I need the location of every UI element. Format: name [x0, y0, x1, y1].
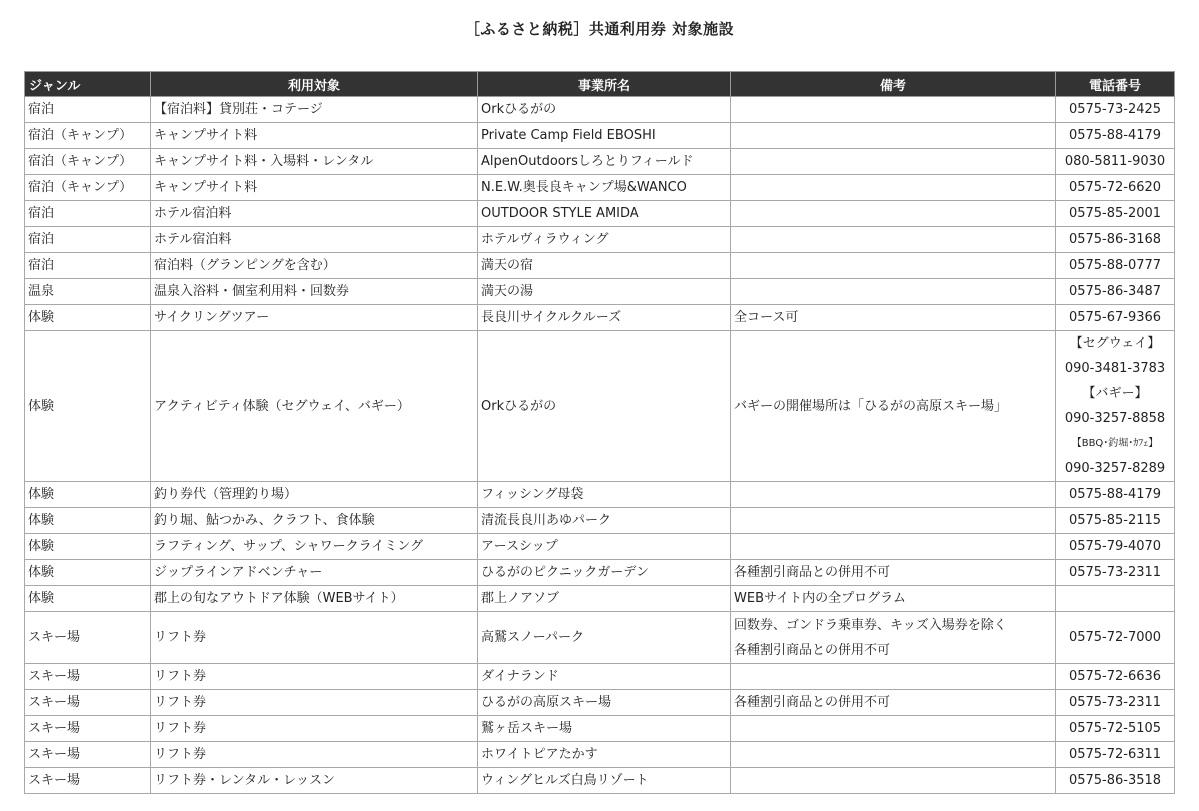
table-row	[25, 123, 1175, 149]
genre-cell: 体験	[25, 305, 151, 331]
target-cell: ラフティング、サップ、シャワークライミング	[151, 534, 478, 560]
facility-cell: アースシップ	[478, 534, 731, 560]
table-row	[25, 227, 1175, 253]
target-cell: リフト券	[151, 742, 478, 768]
note-cell	[731, 253, 1056, 279]
note-cell	[731, 768, 1056, 794]
note-cell	[731, 742, 1056, 768]
tel-number-segway: 090-3481-3783	[1064, 361, 1166, 376]
tel-cell: 0575-88-4179	[1056, 123, 1175, 149]
facility-cell: 清流長良川あゆパーク	[478, 508, 731, 534]
table-row	[25, 664, 1175, 690]
facility-cell: AlpenOutdoorsしろとりフィールド	[478, 149, 731, 175]
tel-label-buggy: 【バギー】	[1082, 386, 1148, 401]
table-row	[25, 768, 1175, 794]
facility-cell: ひるがのピクニックガーデン	[478, 560, 731, 586]
facility-cell: 満天の宿	[478, 253, 731, 279]
note-line: 回数券、ゴンドラ乗車券、キッズ入場券を除く	[734, 617, 1007, 633]
facility-cell: ひるがの高原スキー場	[478, 690, 731, 716]
target-cell: キャンプサイト料	[151, 175, 478, 201]
header-tel: 電話番号	[1056, 72, 1175, 97]
note-cell	[731, 227, 1056, 253]
header-note: 備考	[731, 72, 1056, 97]
target-cell: 釣り券代（管理釣り場）	[151, 482, 478, 508]
table-row	[25, 305, 1175, 331]
facility-cell: Orkひるがの	[478, 97, 731, 123]
genre-cell: 体験	[25, 560, 151, 586]
note-cell	[731, 201, 1056, 227]
facility-cell: ダイナランド	[478, 664, 731, 690]
facility-cell: 高鷲スノーパーク	[478, 612, 731, 664]
genre-cell: 体験	[25, 508, 151, 534]
tel-cell: 0575-72-7000	[1056, 612, 1175, 664]
tel-cell: 0575-72-6311	[1056, 742, 1175, 768]
target-cell: リフト券	[151, 612, 478, 664]
genre-cell: スキー場	[25, 716, 151, 742]
genre-cell: 温泉	[25, 279, 151, 305]
note-cell	[731, 664, 1056, 690]
tel-cell: 0575-85-2115	[1056, 508, 1175, 534]
note-cell: 各種割引商品との併用不可	[731, 560, 1056, 586]
tel-cell: 0575-73-2311	[1056, 560, 1175, 586]
tel-cell: 0575-86-3518	[1056, 768, 1175, 794]
tel-cell	[1056, 586, 1175, 612]
facility-cell: 満天の湯	[478, 279, 731, 305]
target-cell: リフト券・レンタル・レッスン	[151, 768, 478, 794]
facility-cell: ウィングヒルズ白鳥リゾート	[478, 768, 731, 794]
tel-label-segway: 【セグウェイ】	[1069, 336, 1161, 351]
facility-cell: ホテルヴィラウィング	[478, 227, 731, 253]
tel-cell: 0575-79-4070	[1056, 534, 1175, 560]
facility-cell: 郡上ノアソブ	[478, 586, 731, 612]
table-row	[25, 612, 1175, 664]
tel-cell: 0575-88-0777	[1056, 253, 1175, 279]
note-cell	[731, 149, 1056, 175]
tel-cell	[1056, 331, 1175, 482]
tel-label-bbq: 【BBQ･釣堀･ｶﾌｪ】	[1071, 438, 1159, 449]
page-title: ［ふるさと納税］共通利用券 対象施設	[464, 20, 735, 38]
facility-cell: フィッシング母袋	[478, 482, 731, 508]
note-cell: 各種割引商品との併用不可	[731, 690, 1056, 716]
genre-cell: 宿泊（キャンプ）	[25, 175, 151, 201]
note-cell	[731, 508, 1056, 534]
table-row	[25, 97, 1175, 123]
facility-cell: ホワイトピアたかす	[478, 742, 731, 768]
genre-cell: スキー場	[25, 768, 151, 794]
note-cell	[731, 175, 1056, 201]
genre-cell: スキー場	[25, 664, 151, 690]
table-row	[25, 279, 1175, 305]
table-header-row	[25, 72, 1175, 97]
note-cell	[731, 279, 1056, 305]
target-cell: ジップラインアドベンチャー	[151, 560, 478, 586]
header-target: 利用対象	[151, 72, 478, 97]
target-cell: 郡上の旬なアウトドア体験（WEBサイト）	[151, 586, 478, 612]
genre-cell: 体験	[25, 534, 151, 560]
header-facility: 事業所名	[478, 72, 731, 97]
tel-number-bbq: 090-3257-8289	[1064, 461, 1166, 476]
genre-cell: 宿泊	[25, 97, 151, 123]
target-cell: アクティビティ体験（セグウェイ、バギー）	[151, 331, 478, 482]
note-cell: 全コース可	[731, 305, 1056, 331]
genre-cell: スキー場	[25, 612, 151, 664]
genre-cell: 宿泊（キャンプ）	[25, 123, 151, 149]
tel-cell: 0575-73-2425	[1056, 97, 1175, 123]
tel-cell: 0575-86-3168	[1056, 227, 1175, 253]
table-row	[25, 201, 1175, 227]
target-cell: 釣り堀、鮎つかみ、クラフト、食体験	[151, 508, 478, 534]
genre-cell: 体験	[25, 586, 151, 612]
target-cell: リフト券	[151, 716, 478, 742]
tel-cell: 0575-86-3487	[1056, 279, 1175, 305]
facility-cell: 鷲ヶ岳スキー場	[478, 716, 731, 742]
table-row	[25, 534, 1175, 560]
target-cell: サイクリングツアー	[151, 305, 478, 331]
table-row	[25, 690, 1175, 716]
target-cell: 温泉入浴料・個室利用料・回数券	[151, 279, 478, 305]
table-row	[25, 331, 1175, 482]
table-row	[25, 716, 1175, 742]
facility-cell: OUTDOOR STYLE AMIDA	[478, 201, 731, 227]
header-genre: ジャンル	[25, 72, 151, 97]
facility-cell: Orkひるがの	[478, 331, 731, 482]
tel-cell: 0575-72-6620	[1056, 175, 1175, 201]
genre-cell: 体験	[25, 331, 151, 482]
target-cell: キャンプサイト料・入場料・レンタル	[151, 149, 478, 175]
note-cell	[731, 534, 1056, 560]
tel-number-buggy: 090-3257-8858	[1064, 411, 1166, 426]
facility-cell: N.E.W.奥長良キャンプ場&WANCO	[478, 175, 731, 201]
note-cell	[731, 612, 1056, 664]
table-row	[25, 560, 1175, 586]
tel-cell: 0575-72-5105	[1056, 716, 1175, 742]
target-cell: ホテル宿泊料	[151, 227, 478, 253]
note-cell	[731, 97, 1056, 123]
genre-cell: 宿泊（キャンプ）	[25, 149, 151, 175]
target-cell: キャンプサイト料	[151, 123, 478, 149]
table-row	[25, 253, 1175, 279]
note-cell: WEBサイト内の全プログラム	[731, 586, 1056, 612]
genre-cell: スキー場	[25, 690, 151, 716]
target-cell: 【宿泊料】貸別荘・コテージ	[151, 97, 478, 123]
table-row	[25, 482, 1175, 508]
table-row	[25, 149, 1175, 175]
facility-cell: 長良川サイクルクルーズ	[478, 305, 731, 331]
genre-cell: 体験	[25, 482, 151, 508]
tel-cell: 080-5811-9030	[1056, 149, 1175, 175]
table-row	[25, 742, 1175, 768]
genre-cell: 宿泊	[25, 227, 151, 253]
target-cell: 宿泊料（グランピングを含む）	[151, 253, 478, 279]
genre-cell: スキー場	[25, 742, 151, 768]
note-cell	[731, 482, 1056, 508]
facility-cell: Private Camp Field EBOSHI	[478, 123, 731, 149]
table-row	[25, 175, 1175, 201]
tel-cell: 0575-85-2001	[1056, 201, 1175, 227]
target-cell: リフト券	[151, 664, 478, 690]
target-cell: リフト券	[151, 690, 478, 716]
note-cell	[731, 123, 1056, 149]
genre-cell: 宿泊	[25, 201, 151, 227]
tel-cell: 0575-73-2311	[1056, 690, 1175, 716]
tel-cell: 0575-72-6636	[1056, 664, 1175, 690]
facility-table	[24, 71, 1175, 794]
note-line: 各種割引商品との併用不可	[734, 642, 891, 658]
table-row	[25, 508, 1175, 534]
tel-cell: 0575-88-4179	[1056, 482, 1175, 508]
genre-cell: 宿泊	[25, 253, 151, 279]
note-cell: バギーの開催場所は「ひるがの高原スキー場」	[731, 331, 1056, 482]
tel-cell: 0575-67-9366	[1056, 305, 1175, 331]
table-row	[25, 586, 1175, 612]
note-cell	[731, 716, 1056, 742]
target-cell: ホテル宿泊料	[151, 201, 478, 227]
